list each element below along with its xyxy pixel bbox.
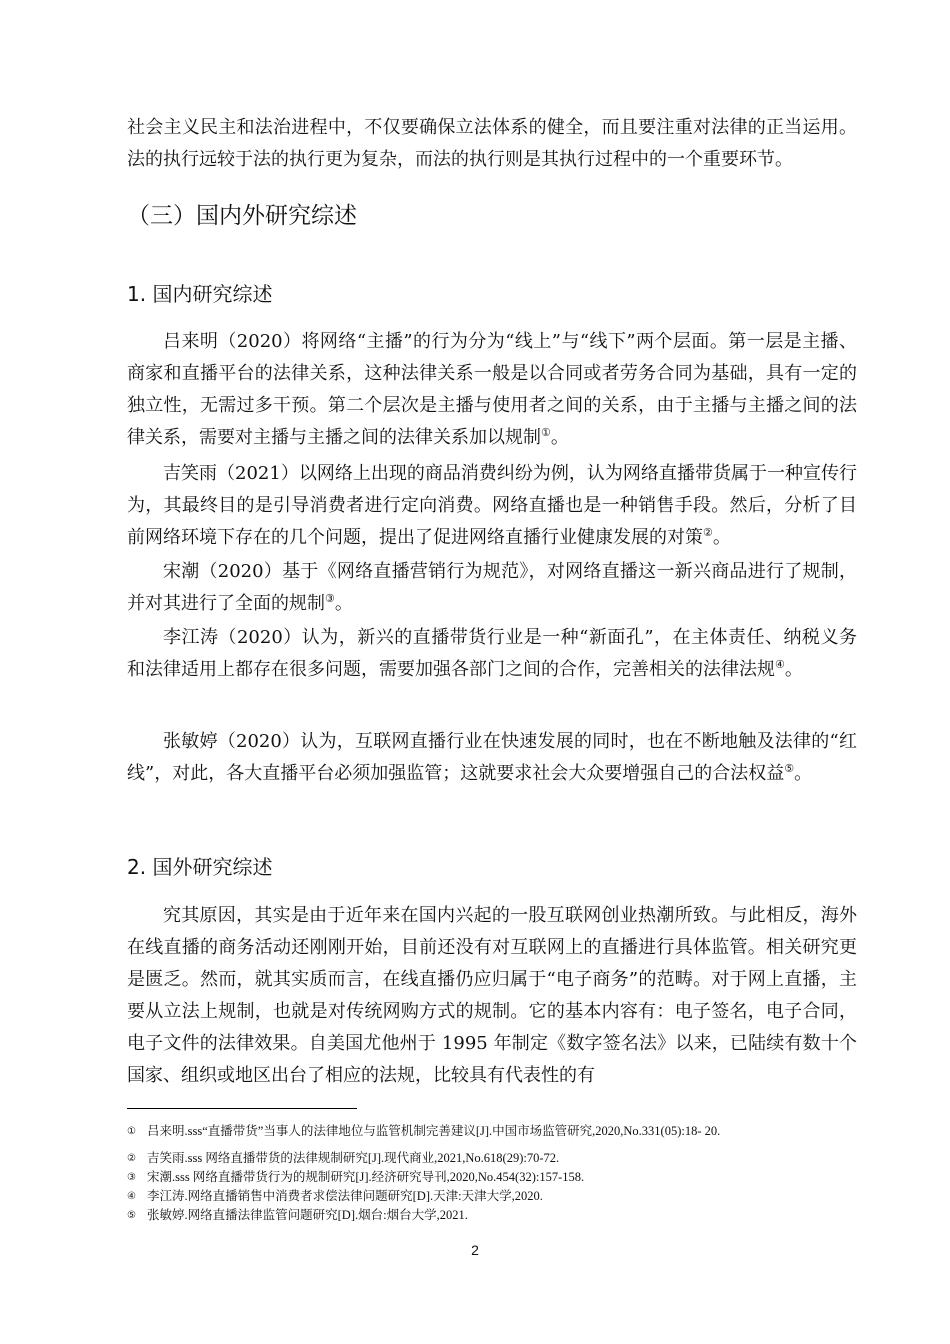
paragraph-text: 张敏婷（2020）认为，互联网直播行业在快速发展的同时，也在不断地触及法律的“红线”，对此，各大直播平台必须加强监管；这就要求社会大众要增强自己的合法权益 [127, 731, 857, 784]
domestic-paragraph-5 [127, 726, 857, 790]
footnote-ref[interactable]: ③ [325, 592, 335, 605]
footnote-1 [127, 1122, 857, 1141]
footnote-ref[interactable]: ⑤ [784, 762, 795, 775]
page-number: 2 [471, 1242, 479, 1258]
paragraph-end: 。 [334, 593, 353, 614]
footnote-4 [127, 1187, 857, 1206]
paragraph-end: 。 [784, 659, 803, 680]
paragraph-text: 吉笑雨（2021）以网络上出现的商品消费纠纷为例，认为网络直播带货属于一种宣传行为，其最终目的是引导消费者进行定向消费。网络直播也是一种销售手段。然后，分析了目前网络环境下存在的几个问题，提出了促进网络直播行业健康发展的对策 [127, 463, 857, 548]
domestic-paragraph-1 [127, 326, 857, 454]
domestic-paragraph-2 [127, 458, 857, 554]
footnote-text: 吉笑雨.sss 网络直播带货的法律规制研究[J].现代商业,2021,No.618(29):70-72. [147, 1151, 560, 1165]
paragraph-end: 。 [550, 427, 569, 448]
footnote-text: 张敏婷.网络直播法律监管问题研究[D].烟台:烟台大学,2021. [147, 1208, 468, 1222]
domestic-heading: 1. 国内研究综述 [127, 282, 273, 306]
domestic-paragraph-3 [127, 556, 857, 620]
section-title: （三）国内外研究综述 [127, 203, 357, 229]
footnote-ref[interactable]: ① [541, 426, 551, 439]
paragraph-end: 。 [712, 527, 731, 548]
foreign-heading: 2. 国外研究综述 [127, 855, 273, 879]
footnote-mark: ④ [127, 1191, 136, 1202]
footnote-mark: ① [127, 1126, 136, 1137]
footnote-separator [127, 1108, 357, 1109]
foreign-paragraph: 究其原因，其实是由于近年来在国内兴起的一股互联网创业热潮所致。与此相反，海外在线直播的商务活动还刚刚开始，目前还没有对互联网上的直播进行具体监管。相关研究更是匮乏。然而，就其实质而言，在线直播仍应归属于“电子商务”的范畴。对于网上直播，主要从立法上规制，也就是对传统网购方式的规制。它的基本内容有：电子签名，电子合同，电子文件的法律效果。自美国尤他州于 1995 年制定《数字签名法》以来，已陆续有数十个国家、组织或地区出台了相应的法规，比较具有代表性的有 [127, 905, 857, 1086]
footnote-text: 李江涛.网络直播销售中消费者求偿法律问题研究[D].天津:天津大学,2020. [147, 1189, 543, 1203]
footnote-ref[interactable]: ④ [775, 658, 785, 671]
paragraph-text: 吕来明（2020）将网络“主播”的行为分为“线上”与“线下”两个层面。第一层是主播、商家和直播平台的法律关系，这种法律关系一般是以合同或者劳务合同为基础，具有一定的独立性，无需过多干预。第二个层次是主播与使用者之间的关系，由于主播与主播之间的法律关系，需要对主播与主播之间的法律关系加以规制 [127, 331, 857, 448]
footnote-text: 宋潮.sss 网络直播带货行为的规制研究[J].经济研究导刊,2020,No.454(32):157-158. [147, 1170, 585, 1184]
footnote-ref[interactable]: ② [703, 526, 713, 539]
footnote-mark: ② [127, 1153, 136, 1164]
footnote-5 [127, 1206, 857, 1225]
footnote-mark: ⑤ [127, 1210, 136, 1221]
footnote-text: 吕来明.sss“直播带货”当事人的法律地位与监管机制完善建议[J].中国市场监管研究,2020,No.331(05):18- 20. [147, 1124, 721, 1138]
paragraph-text: 宋潮（2020）基于《网络直播营销行为规范》，对网络直播这一新兴商品进行了规制，并对其进行了全面的规制 [127, 561, 857, 614]
paragraph-end: 。 [794, 763, 813, 784]
domestic-paragraph-4 [127, 622, 857, 686]
paragraph-text: 李江涛（2020）认为，新兴的直播带货行业是一种“新面孔”，在主体责任、纳税义务和法律适用上都存在很多问题，需要加强各部门之间的合作，完善相关的法律法规 [127, 627, 857, 680]
footnotes [127, 1122, 857, 1225]
continuation-paragraph: 社会主义民主和法治进程中，不仅要确保立法体系的健全，而且要注重对法律的正当运用。法的执行远较于法的执行更为复杂，而法的执行则是其执行过程中的一个重要环节。 [127, 117, 857, 170]
footnote-mark: ③ [127, 1172, 136, 1183]
footnote-2 [127, 1149, 857, 1168]
footnote-3 [127, 1168, 857, 1187]
